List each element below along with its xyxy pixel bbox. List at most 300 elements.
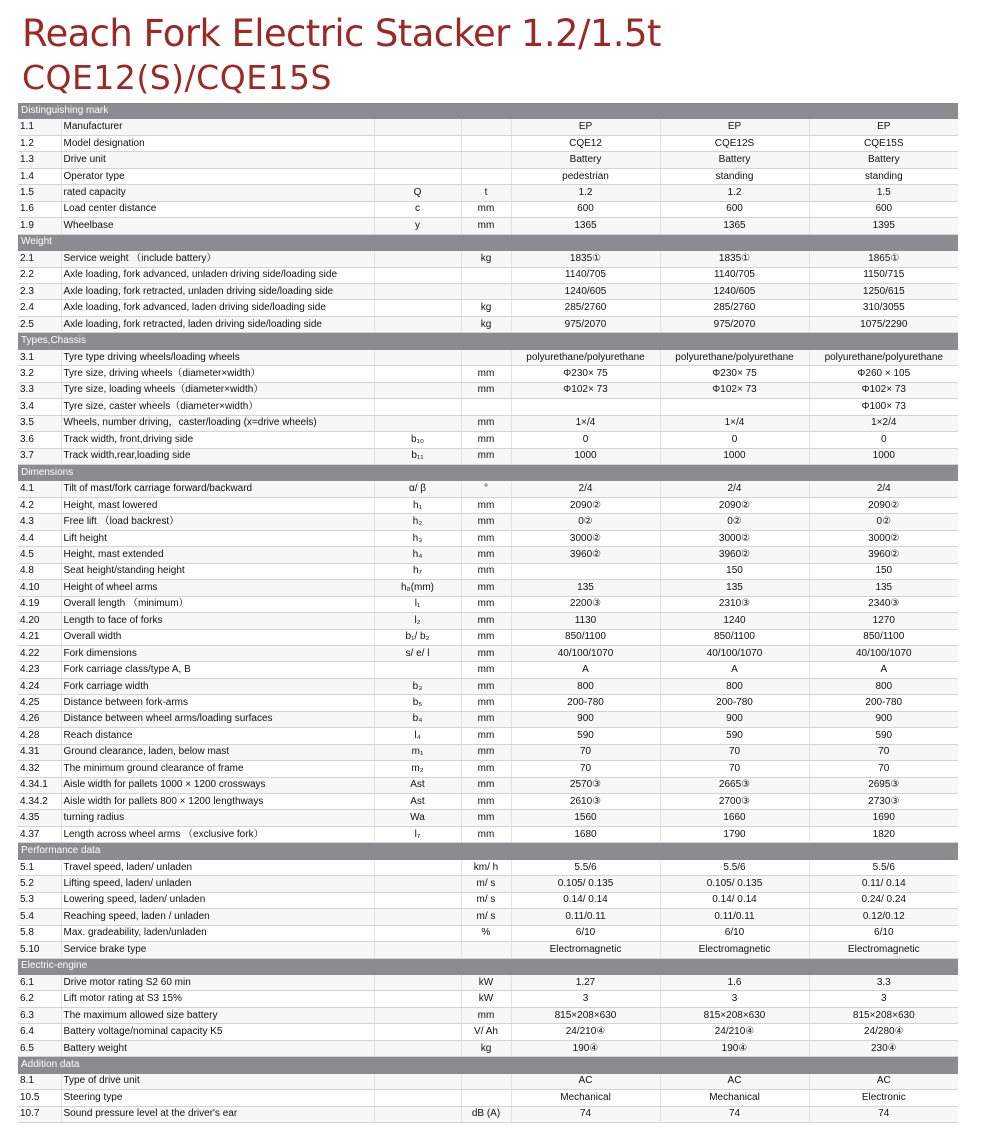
item-number: 4.22 [18,645,61,661]
item-number: 10.5 [18,1090,61,1106]
value-model-1: 1130 [511,613,660,629]
item-unit: mm [461,810,511,826]
item-symbol: Ast [374,777,461,793]
item-symbol [374,382,461,398]
item-unit: mm [461,596,511,612]
item-description: Lowering speed, laden/ unladen [61,892,374,908]
item-unit: mm [461,218,511,234]
item-number: 3.2 [18,366,61,382]
table-row [18,349,958,365]
section-title: Types,Chassis [18,333,958,349]
value-model-3: 70 [809,761,958,777]
value-model-3: 2340③ [809,596,958,612]
item-description: Tyre size, loading wheels（diameter×width） [61,382,374,398]
item-number: 1.3 [18,152,61,168]
value-model-2: polyurethane/polyurethane [660,349,809,365]
item-unit: dB (A) [461,1106,511,1122]
table-row [18,1024,958,1040]
table-row [18,711,958,727]
value-model-1: 975/2070 [511,316,660,332]
item-unit [461,152,511,168]
item-description: Sound pressure level at the driver's ear [61,1106,374,1122]
value-model-1: 0.14/ 0.14 [511,892,660,908]
item-unit: kW [461,975,511,991]
value-model-2: 6/10 [660,925,809,941]
item-number: 1.6 [18,201,61,217]
value-model-3: 0② [809,514,958,530]
item-unit: kg [461,316,511,332]
table-row [18,185,958,201]
value-model-2: 900 [660,711,809,727]
item-unit: mm [461,794,511,810]
value-model-1: 1680 [511,826,660,842]
item-description: Manufacturer [61,119,374,135]
item-unit [461,942,511,958]
item-description: Length to face of forks [61,613,374,629]
item-symbol [374,415,461,431]
value-model-2: 1000 [660,448,809,464]
table-row [18,267,958,283]
table-row [18,514,958,530]
value-model-1: 285/2760 [511,300,660,316]
item-symbol [374,399,461,415]
item-symbol: b₁₀ [374,432,461,448]
item-unit: mm [461,826,511,842]
item-number: 1.2 [18,135,61,151]
value-model-3: 850/1100 [809,629,958,645]
value-model-3: 2695③ [809,777,958,793]
item-unit [461,119,511,135]
value-model-1: 0.105/ 0.135 [511,876,660,892]
value-model-2: 70 [660,761,809,777]
value-model-2: 0.11/0.11 [660,909,809,925]
item-unit: t [461,185,511,201]
value-model-2: 190④ [660,1040,809,1056]
value-model-2: 74 [660,1106,809,1122]
table-row [18,678,958,694]
item-number: 4.1 [18,481,61,497]
value-model-1: Battery [511,152,660,168]
item-unit: mm [461,629,511,645]
item-description: Type of drive unit [61,1073,374,1089]
value-model-2: 1790 [660,826,809,842]
value-model-2: 1240 [660,613,809,629]
item-description: The maximum allowed size battery [61,1007,374,1023]
value-model-3: Φ102× 73 [809,382,958,398]
table-row [18,563,958,579]
table-row [18,728,958,744]
item-number: 3.5 [18,415,61,431]
item-description: Battery voltage/nominal capacity K5 [61,1024,374,1040]
item-unit: mm [461,514,511,530]
value-model-2: 0.14/ 0.14 [660,892,809,908]
value-model-3: 310/3055 [809,300,958,316]
value-model-3: 815×208×630 [809,1007,958,1023]
item-number: 2.1 [18,251,61,267]
table-row [18,942,958,958]
section-header [18,333,958,349]
value-model-3: 1000 [809,448,958,464]
value-model-2: 2090② [660,497,809,513]
item-symbol [374,316,461,332]
value-model-2: 3960② [660,547,809,563]
value-model-2: Φ102× 73 [660,382,809,398]
value-model-3: 70 [809,744,958,760]
value-model-1: 800 [511,678,660,694]
item-description: Axle loading, fork advanced, laden driving side/loading side [61,300,374,316]
item-symbol: l₄ [374,728,461,744]
value-model-2: Φ230× 75 [660,366,809,382]
value-model-1: 1835① [511,251,660,267]
item-symbol: l₂ [374,613,461,629]
item-unit: mm [461,761,511,777]
item-number: 6.5 [18,1040,61,1056]
item-number: 3.3 [18,382,61,398]
item-number: 4.26 [18,711,61,727]
value-model-2: 5.5/6 [660,859,809,875]
item-number: 8.1 [18,1073,61,1089]
item-symbol [374,300,461,316]
section-title: Electric-engine [18,958,958,974]
item-number: 4.34.2 [18,794,61,810]
value-model-2: 70 [660,744,809,760]
value-model-3: 2090② [809,497,958,513]
item-symbol [374,366,461,382]
value-model-3: 0.12/0.12 [809,909,958,925]
item-number: 5.2 [18,876,61,892]
item-unit: mm [461,432,511,448]
table-row [18,859,958,875]
value-model-1: 1×/4 [511,415,660,431]
item-number: 1.1 [18,119,61,135]
table-row [18,135,958,151]
table-row [18,300,958,316]
table-row [18,1090,958,1106]
value-model-3: 74 [809,1106,958,1122]
section-title: Distinguishing mark [18,103,958,119]
item-unit [461,135,511,151]
item-number: 4.20 [18,613,61,629]
table-row [18,596,958,612]
item-description: Axle loading, fork advanced, unladen driving side/loading side [61,267,374,283]
value-model-1: 3960② [511,547,660,563]
item-unit [461,267,511,283]
item-number: 4.8 [18,563,61,579]
table-row [18,168,958,184]
item-symbol [374,119,461,135]
item-unit: V/ Ah [461,1024,511,1040]
item-description: Distance between wheel arms/loading surfaces [61,711,374,727]
item-description: Tyre type driving wheels/loading wheels [61,349,374,365]
value-model-1: Electromagnetic [511,942,660,958]
value-model-2: Mechanical [660,1090,809,1106]
item-number: 4.31 [18,744,61,760]
item-symbol: y [374,218,461,234]
value-model-2: 1.2 [660,185,809,201]
value-model-1: 190④ [511,1040,660,1056]
item-number: 4.24 [18,678,61,694]
section-header [18,958,958,974]
item-unit: mm [461,695,511,711]
value-model-1: CQE12 [511,135,660,151]
item-unit [461,283,511,299]
value-model-3: 1.5 [809,185,958,201]
item-unit: mm [461,497,511,513]
value-model-2: 0 [660,432,809,448]
value-model-1: Φ230× 75 [511,366,660,382]
value-model-1: 200-780 [511,695,660,711]
value-model-1: 815×208×630 [511,1007,660,1023]
item-description: Height of wheel arms [61,580,374,596]
value-model-3: A [809,662,958,678]
item-unit: mm [461,415,511,431]
item-number: 4.19 [18,596,61,612]
value-model-3: standing [809,168,958,184]
item-unit: mm [461,201,511,217]
table-row [18,909,958,925]
value-model-3: 1395 [809,218,958,234]
value-model-1: 5.5/6 [511,859,660,875]
item-description: Aisle width for pallets 1000 × 1200 crossways [61,777,374,793]
value-model-3: 0 [809,432,958,448]
value-model-3: 135 [809,580,958,596]
table-row [18,415,958,431]
page-title: Reach Fork Electric Stacker 1.2/1.5t [22,12,661,55]
value-model-3: 5.5/6 [809,859,958,875]
value-model-1: 0 [511,432,660,448]
item-description: Reaching speed, laden / unladen [61,909,374,925]
item-number: 4.25 [18,695,61,711]
value-model-1: 1.2 [511,185,660,201]
item-unit [461,168,511,184]
item-number: 3.1 [18,349,61,365]
value-model-3: 40/100/1070 [809,645,958,661]
item-symbol: l₁ [374,596,461,612]
value-model-2: 3 [660,991,809,1007]
table-row [18,876,958,892]
item-symbol: b₄ [374,711,461,727]
item-number: 1.9 [18,218,61,234]
item-symbol [374,991,461,1007]
item-number: 10.7 [18,1106,61,1122]
item-symbol [374,892,461,908]
section-header [18,1057,958,1073]
table-row [18,777,958,793]
item-description: Track width,rear,loading side [61,448,374,464]
table-row [18,975,958,991]
value-model-3: 200-780 [809,695,958,711]
item-unit: mm [461,547,511,563]
value-model-2: 1.6 [660,975,809,991]
value-model-1: polyurethane/polyurethane [511,349,660,365]
item-symbol [374,1073,461,1089]
item-symbol: c [374,201,461,217]
item-unit: kg [461,1040,511,1056]
item-description: Steering type [61,1090,374,1106]
value-model-1: pedestrian [511,168,660,184]
value-model-2: Electromagnetic [660,942,809,958]
item-unit: kg [461,251,511,267]
item-number: 1.4 [18,168,61,184]
item-number: 4.10 [18,580,61,596]
table-row [18,1040,958,1056]
item-number: 6.4 [18,1024,61,1040]
item-description: Fork dimensions [61,645,374,661]
table-row [18,695,958,711]
value-model-3: 1075/2290 [809,316,958,332]
item-unit: mm [461,563,511,579]
value-model-1: 1140/705 [511,267,660,283]
table-row [18,251,958,267]
table-row [18,1106,958,1122]
value-model-2: 1835① [660,251,809,267]
item-description: Model designation [61,135,374,151]
item-symbol [374,859,461,875]
item-number: 4.28 [18,728,61,744]
item-description: Load center distance [61,201,374,217]
value-model-2: 1×/4 [660,415,809,431]
table-row [18,432,958,448]
item-description: Height, mast lowered [61,497,374,513]
item-description: Service weight （include battery） [61,251,374,267]
item-number: 6.1 [18,975,61,991]
value-model-1 [511,399,660,415]
value-model-1: 600 [511,201,660,217]
value-model-3: Electronic [809,1090,958,1106]
item-unit: kW [461,991,511,1007]
value-model-1: 850/1100 [511,629,660,645]
item-description: Distance between fork-arms [61,695,374,711]
item-symbol [374,1007,461,1023]
value-model-3: Electromagnetic [809,942,958,958]
value-model-1: 6/10 [511,925,660,941]
table-row [18,744,958,760]
item-description: Free lift （load backrest） [61,514,374,530]
table-row [18,580,958,596]
value-model-3: 6/10 [809,925,958,941]
item-number: 4.2 [18,497,61,513]
item-unit: m/ s [461,909,511,925]
section-header [18,234,958,250]
item-unit: kg [461,300,511,316]
value-model-2: 0.105/ 0.135 [660,876,809,892]
table-row [18,810,958,826]
value-model-2: 815×208×630 [660,1007,809,1023]
item-unit: mm [461,366,511,382]
item-unit: m/ s [461,892,511,908]
value-model-1: 2090② [511,497,660,513]
item-description: Axle loading, fork retracted, laden driving side/loading side [61,316,374,332]
item-unit [461,1073,511,1089]
item-unit: m/ s [461,876,511,892]
table-row [18,826,958,842]
value-model-1: EP [511,119,660,135]
value-model-3: polyurethane/polyurethane [809,349,958,365]
item-description: Height, mast extended [61,547,374,563]
item-symbol: h₃ [374,530,461,546]
item-symbol: Ast [374,794,461,810]
value-model-1: Φ102× 73 [511,382,660,398]
value-model-3: 150 [809,563,958,579]
item-number: 5.1 [18,859,61,875]
table-row [18,1073,958,1089]
item-number: 6.3 [18,1007,61,1023]
value-model-2: Battery [660,152,809,168]
item-unit: mm [461,580,511,596]
value-model-2: 1365 [660,218,809,234]
value-model-2: 1240/605 [660,283,809,299]
value-model-1: 135 [511,580,660,596]
table-row [18,530,958,546]
item-number: 5.4 [18,909,61,925]
item-symbol [374,1024,461,1040]
value-model-3: 1150/715 [809,267,958,283]
value-model-1: 3000② [511,530,660,546]
item-number: 2.4 [18,300,61,316]
value-model-2: 590 [660,728,809,744]
table-row [18,794,958,810]
value-model-2: 2700③ [660,794,809,810]
item-number: 4.34.1 [18,777,61,793]
item-description: Max. gradeability, laden/unladen [61,925,374,941]
item-unit [461,399,511,415]
item-description: Overall width [61,629,374,645]
section-title: Dimensions [18,464,958,480]
item-symbol [374,349,461,365]
item-symbol: Q [374,185,461,201]
value-model-3: 0.24/ 0.24 [809,892,958,908]
section-title: Weight [18,234,958,250]
item-description: Travel speed, laden/ unladen [61,859,374,875]
item-symbol [374,135,461,151]
value-model-1: 70 [511,744,660,760]
value-model-1: 1.27 [511,975,660,991]
item-symbol: h₇ [374,563,461,579]
value-model-2: 850/1100 [660,629,809,645]
item-symbol: h₈(mm) [374,580,461,596]
table-row [18,645,958,661]
item-description: The minimum ground clearance of frame [61,761,374,777]
value-model-3: Battery [809,152,958,168]
section-header [18,103,958,119]
item-description: Tyre size, driving wheels（diameter×width） [61,366,374,382]
item-symbol [374,1090,461,1106]
value-model-2: CQE12S [660,135,809,151]
value-model-2: A [660,662,809,678]
item-number: 5.8 [18,925,61,941]
value-model-3: 3000② [809,530,958,546]
table-row [18,991,958,1007]
value-model-2: 285/2760 [660,300,809,316]
section-title: Performance data [18,843,958,859]
value-model-3: 24/280④ [809,1024,958,1040]
item-description: Tyre size, caster wheels（diameter×width） [61,399,374,415]
value-model-1: 0.11/0.11 [511,909,660,925]
table-row [18,892,958,908]
value-model-3: 1250/615 [809,283,958,299]
item-symbol [374,662,461,678]
item-unit [461,349,511,365]
item-symbol: Wa [374,810,461,826]
value-model-3: 1270 [809,613,958,629]
value-model-2: 1660 [660,810,809,826]
table-row [18,448,958,464]
table-row [18,925,958,941]
value-model-1: 2/4 [511,481,660,497]
item-description: Battery weight [61,1040,374,1056]
item-symbol [374,925,461,941]
value-model-1: 0② [511,514,660,530]
